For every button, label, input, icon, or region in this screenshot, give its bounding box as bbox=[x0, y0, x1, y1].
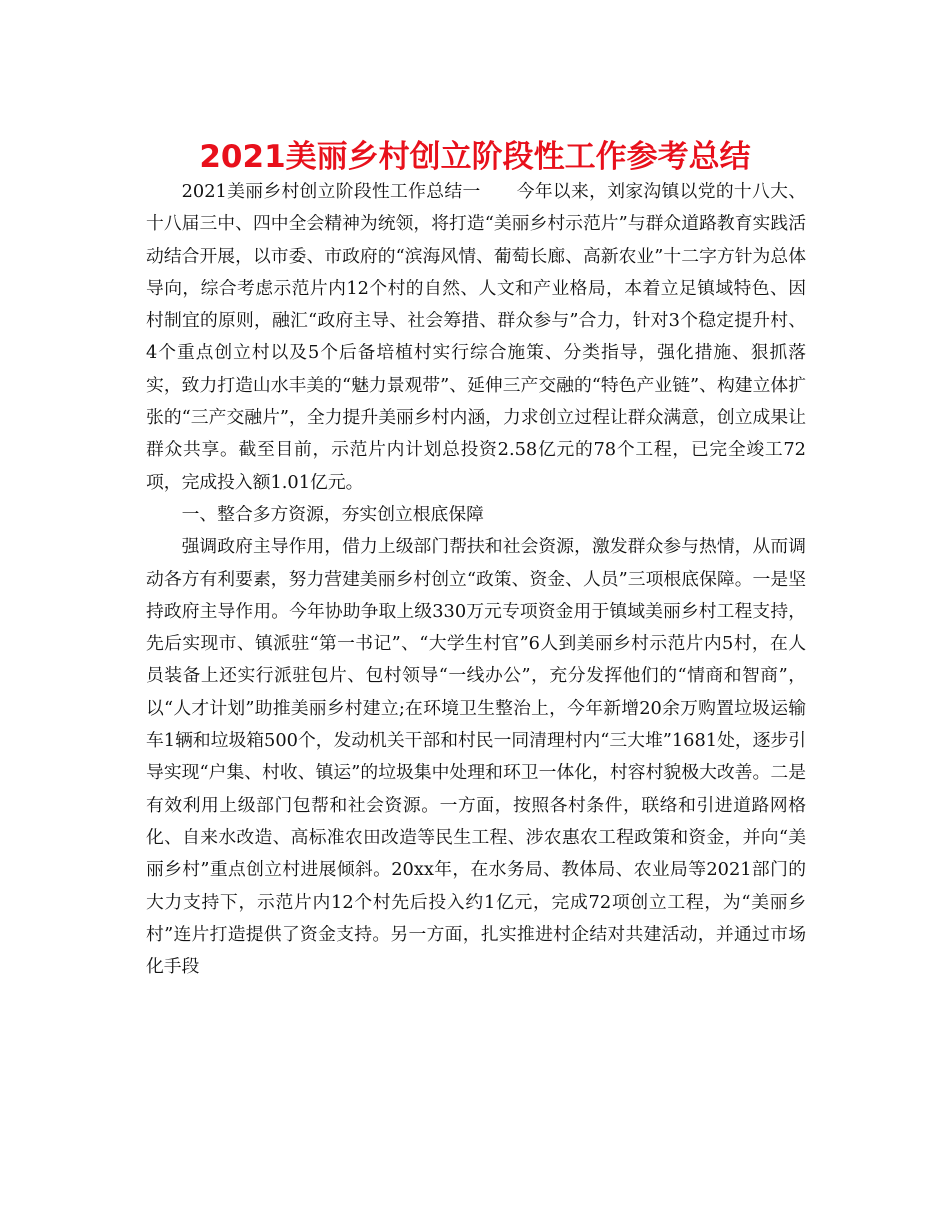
paragraph-section-1: 强调政府主导作用，借力上级部门帮扶和社会资源，激发群众参与热情，从而调动各方有利要素，努力营建美丽乡村创立“政策、资金、人员”三项根底保障。一是坚持政府主导作用。今年协助争取上级330万元专项资金用于镇域美丽乡村工程支持，先后实现市、镇派驻“第一书记”、“大学生村官”6人到美丽乡村示范片内5村，在人员装备上还实行派驻包片、包村领导“一线办公”，充分发挥他们的“情商和智商”，以“人才计划”助推美丽乡村建立;在环境卫生整治上，今年新增20余万购置垃圾运输车1辆和垃圾箱500个，发动机关干部和村民一同清理村内“三大堆”1681处，逐步引导实现“户集、村收、镇运”的垃圾集中处理和环卫一体化，村容村貌极大改善。二是有效利用上级部门包帮和社会资源。一方面，按照各村条件，联络和引进道路网格化、自来水改造、高标准农田改造等民生工程、涉农惠农工程政策和资金，并向“美丽乡村”重点创立村进展倾斜。20xx年，在水务局、教体局、农业局等2021部门的大力支持下，示范片内12个村先后投入约1亿元，完成72项创立工程，为“美丽乡村”连片打造提供了资金支持。另一方面，扎实推进村企结对共建活动，并通过市场化手段 bbox=[146, 536, 806, 978]
section-heading: 一、整合多方资源，夯实创立根底保障 bbox=[181, 503, 484, 525]
document-body bbox=[146, 176, 806, 983]
paragraph-intro: 2021美丽乡村创立阶段性工作总结一 今年以来，刘家沟镇以党的十八大、十八届三中、四中全会精神为统领，将打造“美丽乡村示范片”与群众道路教育实践活动结合开展，以市委、市政府的“滨海风情、葡萄长廊、高新农业”十二字方针为总体导向，综合考虑示范片内12个村的自然、人文和产业格局，本着立足镇域特色、因村制宜的原则，融汇“政府主导、社会筹措、群众参与”合力，针对3个稳定提升村、4个重点创立村以及5个后备培植村实行综合施策、分类指导，强化措施、狠抓落实，致力打造山水丰美的“魅力景观带”、延伸三产交融的“特色产业链”、构建立体扩张的“三产交融片”，全力提升美丽乡村内涵，力求创立过程让群众满意，创立成果让群众共享。截至目前，示范片内计划总投资2.58亿元的78个工程，已完全竣工72项，完成投入额1.01亿元。 bbox=[146, 181, 806, 493]
document-title: 2021美丽乡村创立阶段性工作参考总结 bbox=[199, 139, 751, 175]
